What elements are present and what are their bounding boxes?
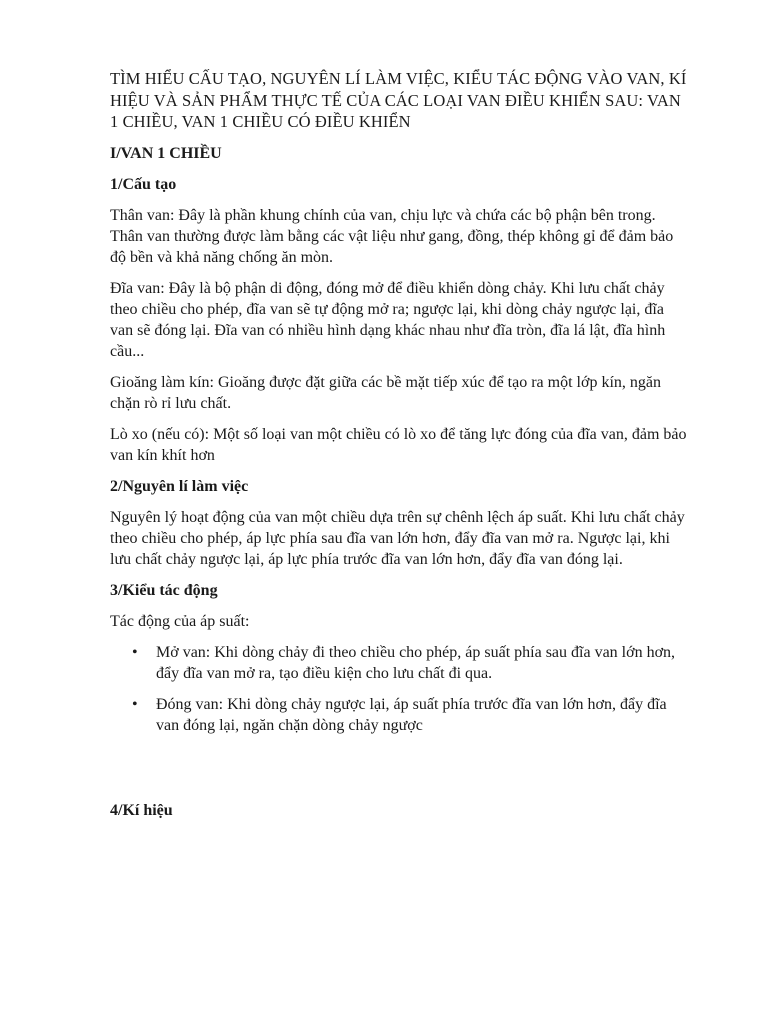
paragraph-gioang: Gioăng làm kín: Gioăng được đặt giữa các bề mặt tiếp xúc để tạo ra một lớp kín, ngăn chặn rò rỉ lưu chất. [110,373,661,412]
heading-ki-hieu: 4/Kí hiệu [110,801,173,819]
paragraph-nguyen-ly: Nguyên lý hoạt động của van một chiều dựa trên sự chênh lệch áp suất. Khi lưu chất chảy theo chiều cho phép, áp lực phía sau đĩa van lớn hơn, đẩy đĩa van mở ra. Ngược lại, khi lưu chất chảy ngược lại, áp lực phía trước đĩa van lớn hơn, đẩy đĩa van đóng lại. [110,508,685,568]
document-title: TÌM HIỂU CẤU TẠO, NGUYÊN LÍ LÀM VIỆC, KIỂU TÁC ĐỘNG VÀO VAN, KÍ HIỆU VÀ SẢN PHẨM THỰC TẾ CỦA CÁC LOẠI VAN ĐIỀU KHIỂN SAU: VAN 1 CHIỀU, VAN 1 CHIỀU CÓ ĐIỀU KHIỂN [110,69,687,131]
blank-space [110,746,688,800]
heading-nguyen-li: 2/Nguyên lí làm việc [110,477,249,495]
list-item [110,642,688,684]
paragraph-lo-xo: Lò xo (nếu có): Một số loại van một chiều có lò xo để tăng lực đóng của đĩa van, đảm bảo van kín khít hơn [110,425,687,464]
heading-cau-tao: 1/Cấu tạo [110,175,177,193]
bullet-list [110,642,688,736]
paragraph-dia-van: Đĩa van: Đây là bộ phận di động, đóng mở để điều khiển dòng chảy. Khi lưu chất chảy theo chiều cho phép, đĩa van sẽ tự động mở ra; ngược lại, khi dòng chảy ngược lại, đĩa van sẽ đóng lại. Đĩa van có nhiều hình dạng khác nhau như đĩa tròn, đĩa lá lật, đĩa hình cầu... [110,279,666,360]
paragraph-tac-dong-intro: Tác động của áp suất: [110,612,250,630]
bullet-icon: • [132,643,138,661]
bullet-icon: • [132,695,138,713]
heading-kieu-tac-dong: 3/Kiểu tác động [110,581,218,599]
list-item-text: Đóng van: Khi dòng chảy ngược lại, áp suất phía trước đĩa van lớn hơn, đẩy đĩa van đóng lại, ngăn chặn dòng chảy ngược [156,695,667,734]
section-heading-van-1-chieu: I/VAN 1 CHIỀU [110,144,222,162]
list-item [110,694,688,736]
paragraph-than-van: Thân van: Đây là phần khung chính của van, chịu lực và chứa các bộ phận bên trong. Thân van thường được làm bằng các vật liệu như gang, đồng, thép không gỉ để đảm bảo độ bền và khả năng chống ăn mòn. [110,206,674,266]
list-item-text: Mở van: Khi dòng chảy đi theo chiều cho phép, áp suất phía sau đĩa van lớn hơn, đẩy đĩa van mở ra, tạo điều kiện cho lưu chất đi qua. [156,643,676,682]
